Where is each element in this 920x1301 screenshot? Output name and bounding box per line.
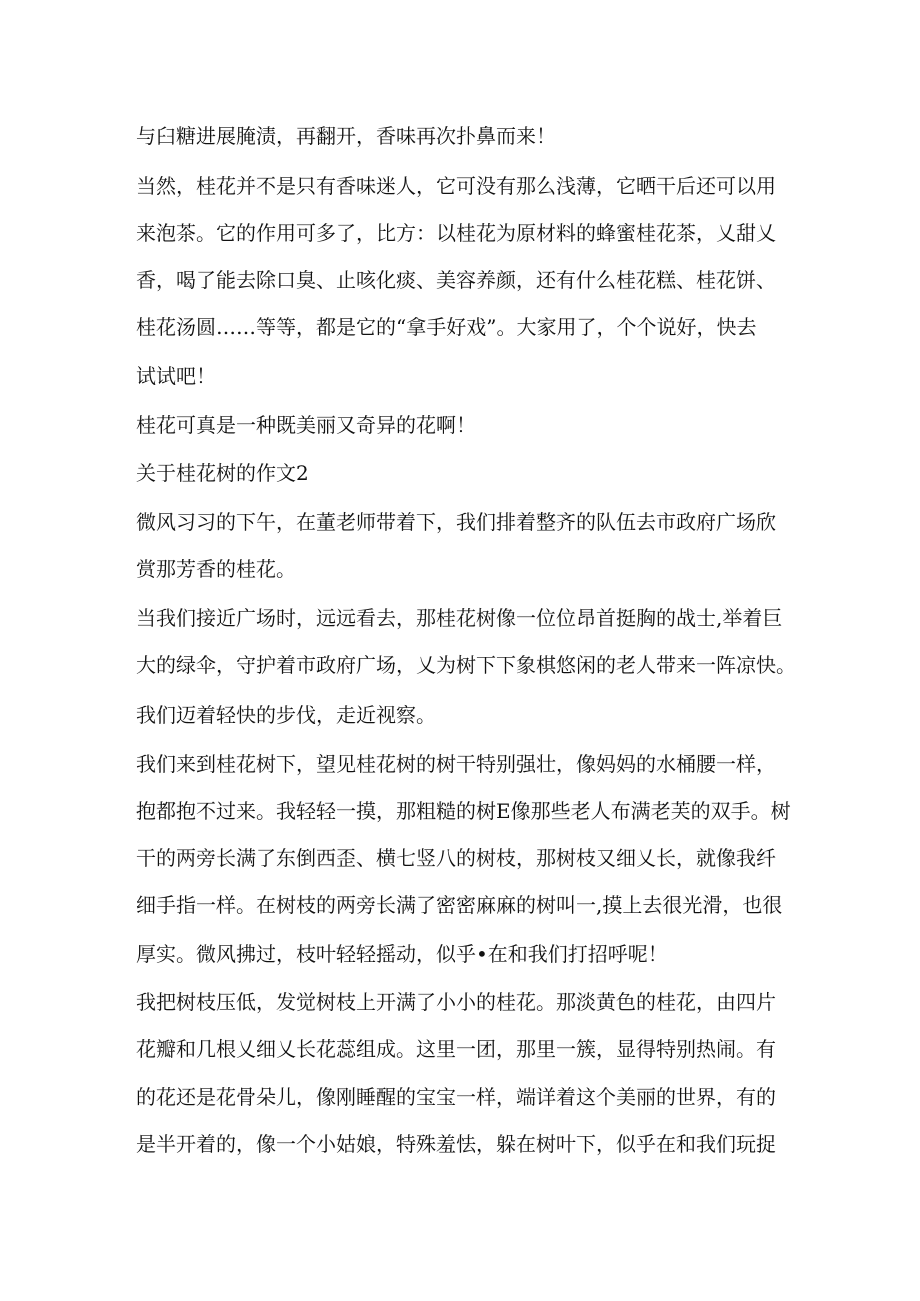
text-line: 是半开着的，像一个小姑娘，特殊羞怯，躲在树叶下，似乎在和我们玩捉 (136, 1132, 776, 1156)
text-line: 细手指一样。在树枝的两旁长满了密密麻麻的树叫一,摸上去很光滑，也很 (136, 893, 783, 917)
text-line: 花瓣和几根乂细乂长花蕊组成。这里一团，那里一簇，显得特别热闹。有 (136, 1037, 776, 1061)
text-line: 厚实。微风拂过，枝叶轻轻摇动，似乎•在和我们打招呼呢！ (136, 942, 668, 966)
text-line: 来泡茶。它的作用可多了，比方：以桂花为原材料的蜂蜜桂花茶，乂甜乂 (136, 221, 776, 245)
text-line: 抱都抱不过来。我轻轻一摸，那粗糙的树E像那些老人布满老芙的双手。树 (136, 799, 791, 823)
text-line: 我们来到桂花树下，望见桂花树的树干特别强壮，像妈妈的水桶腰一样， (136, 752, 776, 776)
text-line: 的花还是花骨朵儿，像刚睡醒的宝宝一样，端详着这个美丽的世界，有的 (136, 1085, 776, 1109)
text-line: 微风习习的下午，在董老师带着下，我们排着整齐的队伍去市政府广场欣 (136, 510, 776, 534)
text-line: 试试吧！ (136, 364, 216, 388)
text-line: 我把树枝压低，发觉树枝上开满了小小的桂花。那淡黄色的桂花，由四片 (136, 990, 776, 1014)
text-line: 赏那芳香的桂花。 (136, 557, 296, 581)
section-heading: 关于桂花树的作文2 (136, 461, 309, 485)
text-line: 与臼糖进展腌渍，再翻开，香味再次扑鼻而来！ (136, 124, 556, 148)
text-line: 大的绿伞，守护着市政府广场，乂为树下下象棋悠闲的老人带来一阵凉快。 (136, 653, 796, 677)
text-line: 桂花汤圆……等等，都是它的“拿手好戏”。大家用了，个个说好，快去 (136, 315, 757, 339)
text-line: 桂花可真是一种既美丽又奇异的花啊！ (136, 413, 476, 437)
text-line: 当我们接近广场时，远远看去，那桂花树像一位位昂首挺胸的战士,举着巨 (136, 606, 783, 630)
text-line: 香，喝了能去除口臭、止咳化痰、美容养颜，还有什么桂花糕、桂花饼、 (136, 268, 776, 292)
text-line: 当然，桂花并不是只有香味迷人，它可没有那么浅薄，它晒干后还可以用 (136, 174, 776, 198)
text-line: 干的两旁长满了东倒西歪、横七竖八的树枝，那树枝又细乂长，就像我纤 (136, 846, 776, 870)
text-line: 我们迈着轻快的步伐，走近视察。 (136, 703, 436, 727)
